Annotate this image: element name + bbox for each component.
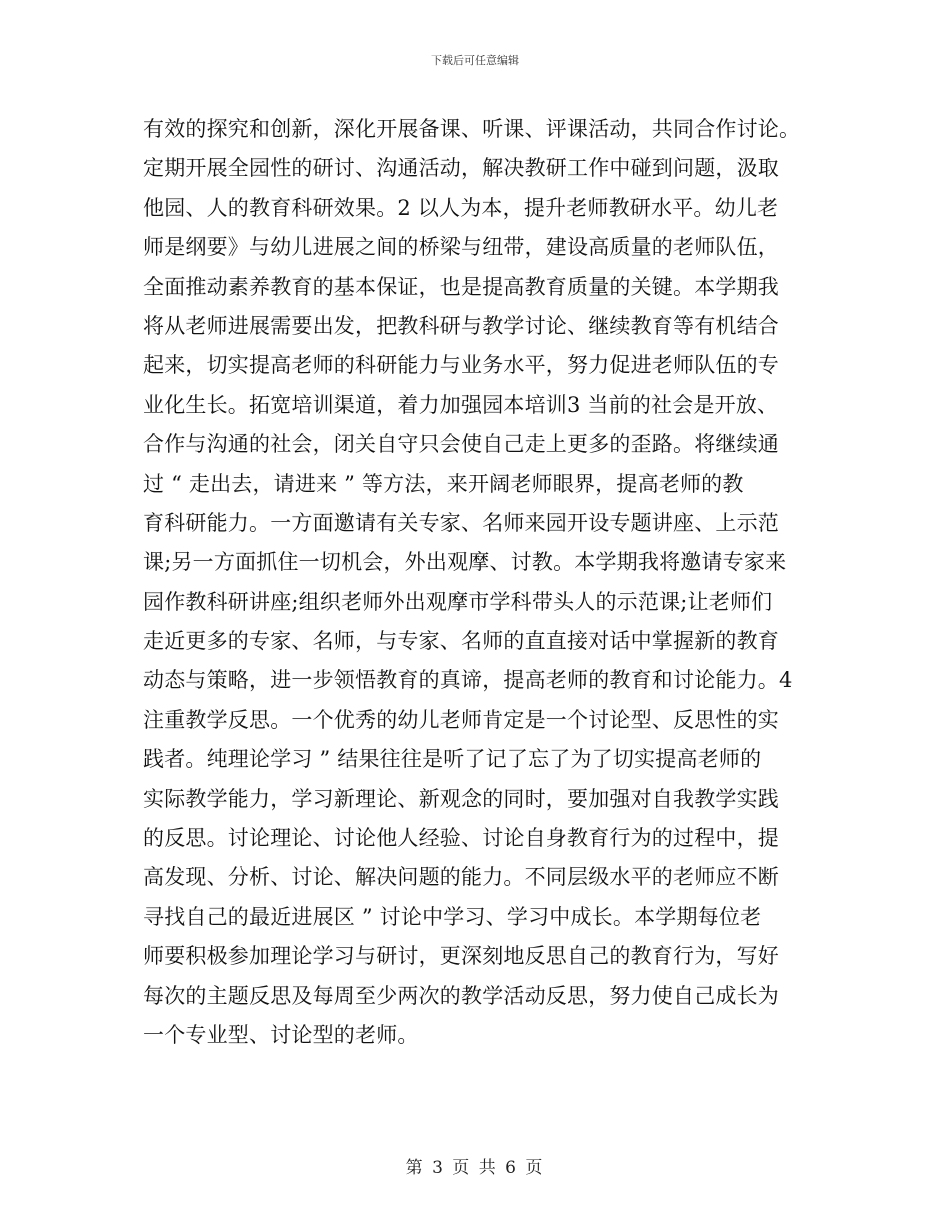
text-line: 每次的主题反思及每周至少两次的教学活动反思，努力使自己成长为 [143,983,779,1008]
text-line: 注重教学反思。一个优秀的幼儿老师肯定是一个讨论型、反思性的实 [143,707,779,732]
text-line: 定期开展全园性的研讨、沟通活动，解决教研工作中碰到问题，汲取 [143,156,779,181]
text-line: 走近更多的专家、名师，与专家、名师的直直接对话中掌握新的教育 [143,629,779,654]
text-line: 践者。纯理论学习 ” 结果往往是听了记了忘了为了切实提高老师的 [143,747,762,772]
text-line: 他园、人的教育科研效果。2 以人为本，提升老师教研水平。幼儿老 [143,195,779,220]
text-line: 动态与策略，进一步领悟教育的真谛，提高老师的教育和讨论能力。4 [143,668,793,693]
text-line: 寻找自己的最近进展区 ” 讨论中学习、学习中成长。本学期每位老 [143,904,762,929]
document-body [143,110,808,1055]
text-line: 合作与沟通的社会，闭关自守只会使自己走上更多的歪路。将继续通 [143,432,779,457]
text-line: 师要积极参加理论学习与研讨，更深刻地反思自己的教育行为，写好 [143,944,779,969]
text-line: 高发现、分析、讨论、解决问题的能力。不同层级水平的老师应不断 [143,865,779,890]
text-line: 全面推动素养教育的基本保证，也是提高教育质量的关键。本学期我 [143,274,779,299]
text-line: 一个专业型、讨论型的老师。 [143,1022,419,1047]
text-line: 园作教科研讲座;组织老师外出观摩市学科带头人的示范课;让老师们 [143,589,773,614]
text-line: 育科研能力。一方面邀请有关专家、名师来园开设专题讲座、上示范 [143,510,779,535]
text-line: 将从老师进展需要出发，把教科研与教学讨论、继续教育等有机结合 [143,313,779,338]
text-line: 实际教学能力，学习新理论、新观念的同时，要加强对自我教学实践 [143,786,779,811]
page-number-footer: 第 3 页 共 6 页 [405,1158,545,1178]
text-line: 有效的探究和创新，深化开展备课、听课、评课活动，共同合作讨论。 [143,117,801,141]
text-line: 课;另一方面抓住一切机会，外出观摩、讨教。本学期我将邀请专家来 [143,550,787,575]
text-line: 业化生长。拓宽培训渠道，着力加强园本培训3 当前的社会是开放、 [143,392,779,417]
text-line: 过 “ 走出去，请进来 ” 等方法，来开阔老师眼界，提高老师的教 [143,471,744,496]
text-line: 师是纲要》与幼儿进展之间的桥梁与纽带，建设高质量的老师队伍， [143,235,779,260]
text-line: 的反思。讨论理论、讨论他人经验、讨论自身教育行为的过程中，提 [143,826,779,851]
page-header: 下载后可任意编辑 [431,54,519,67]
text-line: 起来，切实提高老师的科研能力与业务水平，努力促进老师队伍的专 [143,353,779,378]
